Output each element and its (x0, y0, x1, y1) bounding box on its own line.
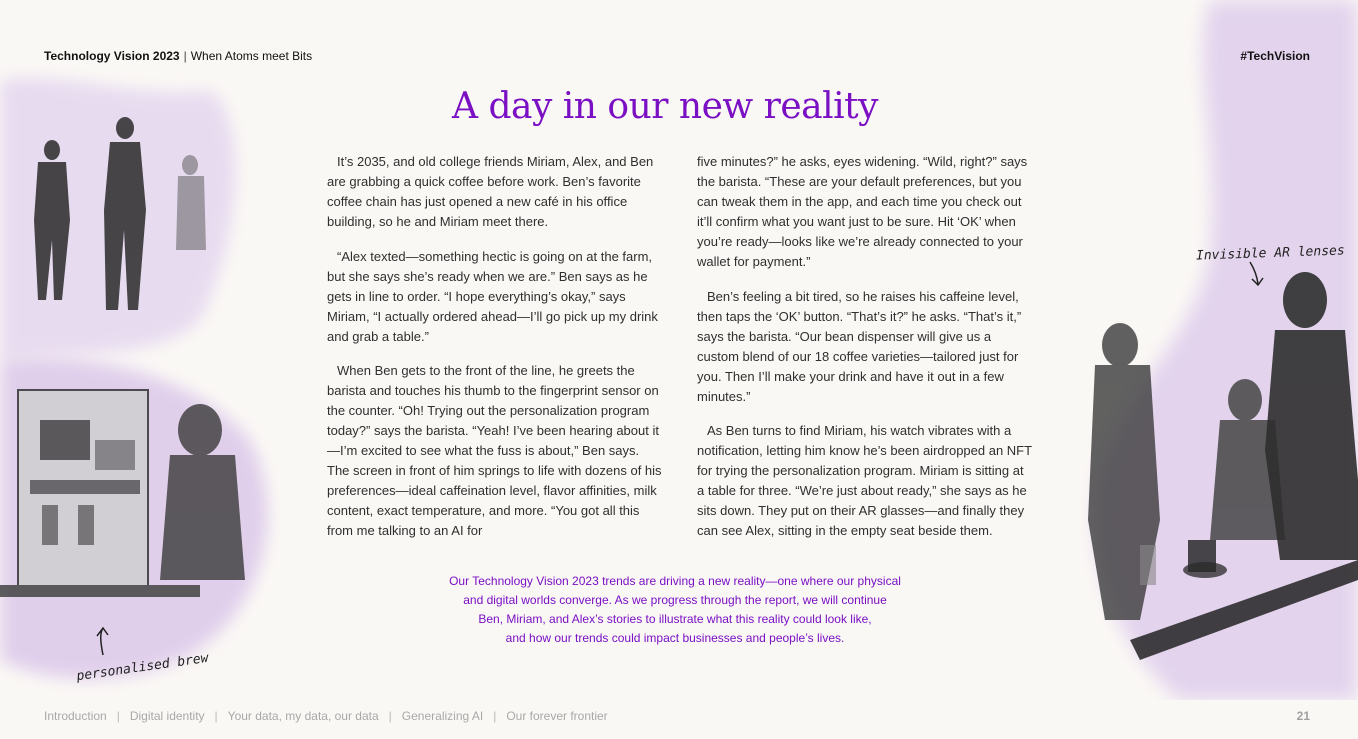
paragraph: five minutes?” he asks, eyes widening. “Wild, right?” says the barista. “These are your default preferences, but you can tweak them in the app, and each time you check out it’ll confirm what you want just to be sure. Hit ‘OK’ when you’re ready—looks like we’re already connected to your wallet for payment.” (697, 154, 1028, 269)
footer-link-forever-frontier[interactable]: Our forever frontier (506, 709, 608, 723)
footer-link-introduction[interactable]: Introduction (44, 709, 107, 723)
paragraph: “Alex texted—something hectic is going on at the farm, but she says she’s ready when we are.” Ben says as he gets in line to order. “I hope everything’s okay,” says Miriam, “I actually ordered ahead—I’ll go pick up my drink and grab a table.” (327, 248, 658, 344)
report-subtitle: When Atoms meet Bits (190, 49, 313, 63)
left-illustration (0, 60, 300, 700)
footer-nav (44, 709, 608, 723)
nav-separator: | (388, 709, 392, 723)
nav-separator: | (116, 709, 120, 723)
nav-separator: | (493, 709, 497, 723)
callout-line: and digital worlds converge. As we progress through the report, we will continue (463, 593, 887, 607)
footer-link-generalizing-ai[interactable]: Generalizing AI (401, 709, 484, 723)
callout-text (420, 572, 930, 648)
paragraph: When Ben gets to the front of the line, he greets the barista and touches his thumb to the fingerprint sensor on the counter. “Oh! Trying out the personalization program today?” says the barista. “Yeah! I’ve been hearing about it —I’m excited to see what the fuss is about,” Ben says. The screen in front of him springs to life with dozens of his preferences—ideal caffeination level, flavor affinities, milk content, exact temperature, and more. “You got all this from me talking to an AI for (327, 363, 662, 538)
right-column (697, 152, 1032, 556)
paragraph: Ben’s feeling a bit tired, so he raises his caffeine level, then taps the ‘OK’ button. “That’s it?” he asks. “That’s it,” says the barista. “Our bean dispenser will give us a custom blend of our 18 coffee varieties—tailored just for you. Then I’ll make your drink and have it out in a few minutes.” (697, 288, 1022, 404)
callout-line: Ben, Miriam, and Alex’s stories to illustrate what this reality could look like, (478, 612, 872, 626)
paragraph: It’s 2035, and old college friends Miriam, Alex, and Ben are grabbing a quick coffee before work. Ben’s favorite coffee chain has just opened a new café in his office building, so he and Miriam meet there. (327, 154, 654, 229)
callout-line: and how our trends could impact businesses and people’s lives. (505, 631, 845, 645)
page-number: 21 (1296, 709, 1310, 723)
footer-link-your-data[interactable]: Your data, my data, our data (227, 709, 379, 723)
hashtag: #TechVision (1240, 49, 1310, 63)
header-left (44, 49, 312, 63)
nav-separator: | (214, 709, 218, 723)
annotation-personalised-brew: personalised brew (75, 650, 210, 685)
footer-link-digital-identity[interactable]: Digital identity (129, 709, 205, 723)
annotation-ar-lenses: Invisible AR lenses (1195, 243, 1345, 264)
report-title: Technology Vision 2023 (44, 49, 180, 63)
header-separator: | (183, 49, 187, 63)
page-title: A day in our new reality (452, 86, 878, 127)
paragraph: As Ben turns to find Miriam, his watch vibrates with a notification, letting him know he’s been airdropped an NFT for trying the personalization program. Miriam is sitting at a table for three. “We’re just about ready,” she says as he sits down. They put on their AR glasses—and finally they can see Alex, sitting in the empty seat beside them. (697, 423, 1032, 538)
left-column (327, 152, 662, 556)
callout-line: Our Technology Vision 2023 trends are driving a new reality—one where our physical (449, 574, 901, 588)
